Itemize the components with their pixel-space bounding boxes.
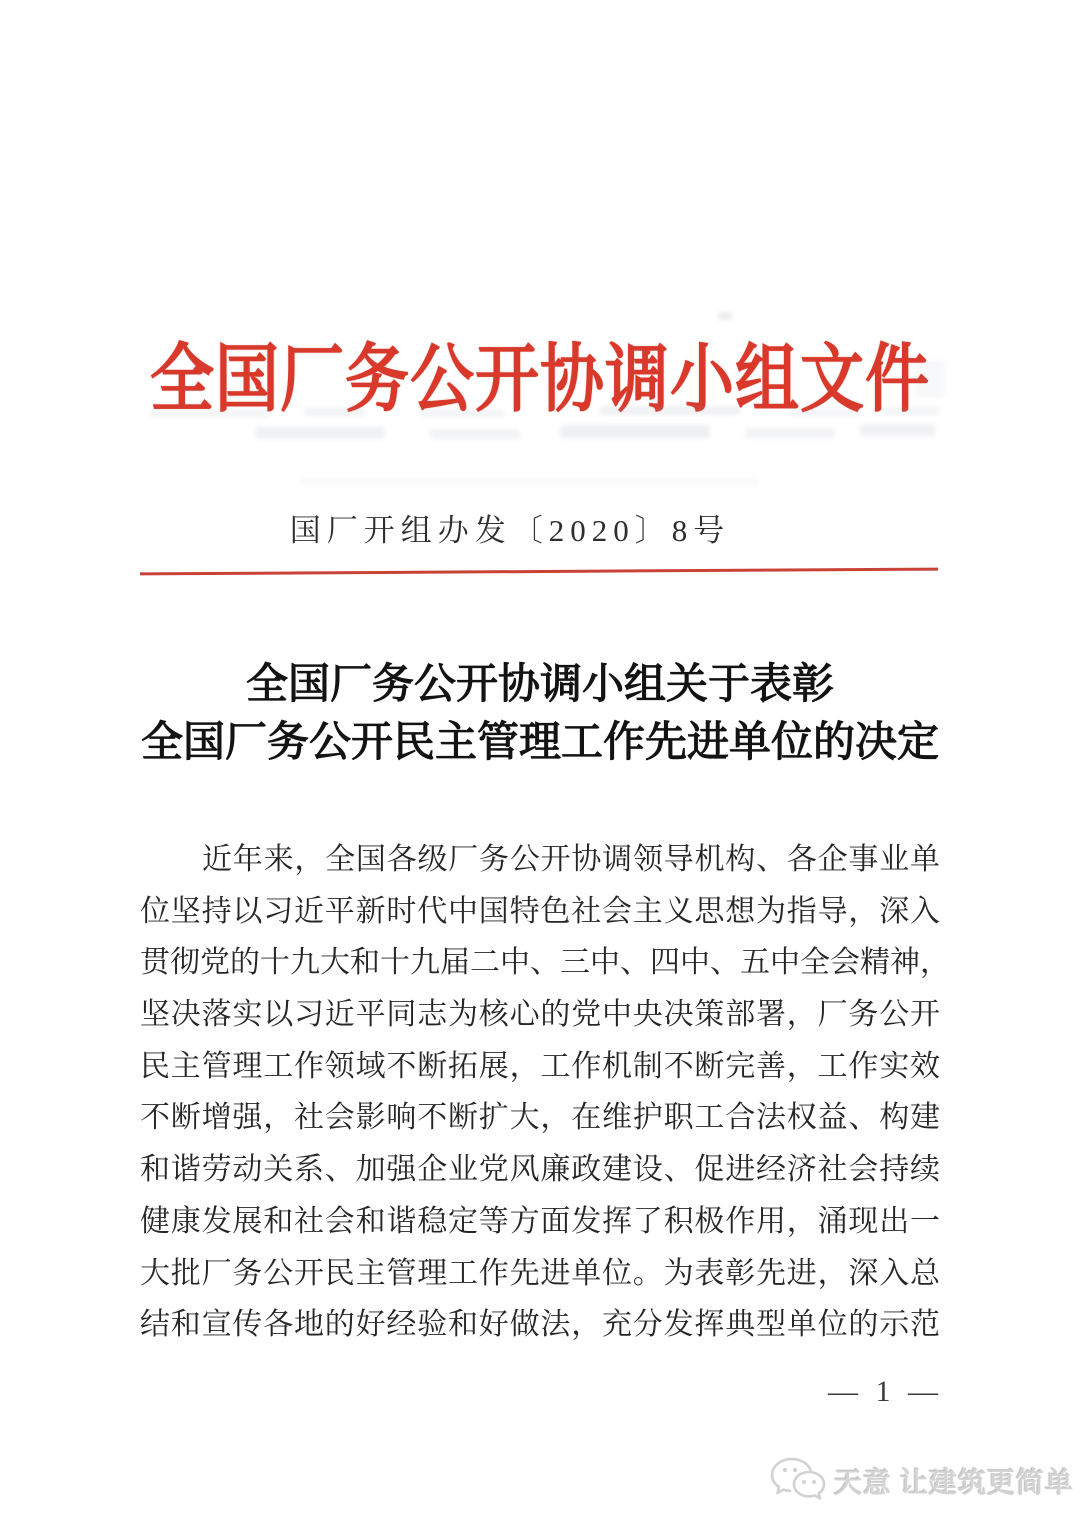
wechat-icon [768, 1455, 828, 1507]
scan-artifact [718, 312, 732, 320]
scan-artifact [300, 478, 760, 484]
document-title-line2: 全国厂务公开民主管理工作先进单位的决定 [140, 720, 939, 766]
document-number: 国厂开组办发〔2020〕8号 [289, 513, 731, 548]
body-paragraph [140, 834, 950, 1351]
body-line: 不断增强，社会影响不断扩大，在维护职工合法权益、构建 [140, 1101, 940, 1135]
watermark [768, 1455, 1074, 1507]
body-line: 坚决落实以习近平同志为核心的党中央决策部署，厂务公开 [140, 998, 940, 1032]
scan-artifact [560, 425, 710, 438]
scan-artifact [430, 429, 520, 439]
body-line: 大批厂务公开民主管理工作先进单位。为表彰先进，深入总 [140, 1256, 940, 1290]
body-line: 民主管理工作领域不断拓展，工作机制不断完善，工作实效 [140, 1049, 940, 1083]
scan-artifact [255, 427, 385, 439]
document-title [40, 656, 1040, 772]
body-line: 贯彻党的十九大和十九届二中、三中、四中、五中全会精神， [140, 946, 950, 980]
red-divider-rule [140, 568, 938, 576]
scan-artifact [745, 428, 835, 438]
body-line: 位坚持以习近平新时代中国特色社会主义思想为指导，深入 [140, 894, 940, 928]
red-header-title: 全国厂务公开协调小组文件 [150, 338, 930, 421]
body-line: 近年来，全国各级厂务公开协调领导机构、各企事业单 [202, 843, 940, 876]
watermark-text: 天意 让建筑更简单 [834, 1468, 1075, 1499]
page-number: — 1 — [828, 1375, 943, 1408]
document-title-line1: 全国厂务公开协调小组关于表彰 [245, 662, 834, 708]
body-line: 和谐劳动关系、加强企业党风廉政建设、促进经济社会持续 [140, 1153, 940, 1187]
body-line: 健康发展和社会和谐稳定等方面发挥了积极作用，涌现出一 [140, 1204, 940, 1238]
body-line: 结和宣传各地的好经验和好做法，充分发挥典型单位的示范 [140, 1308, 940, 1342]
